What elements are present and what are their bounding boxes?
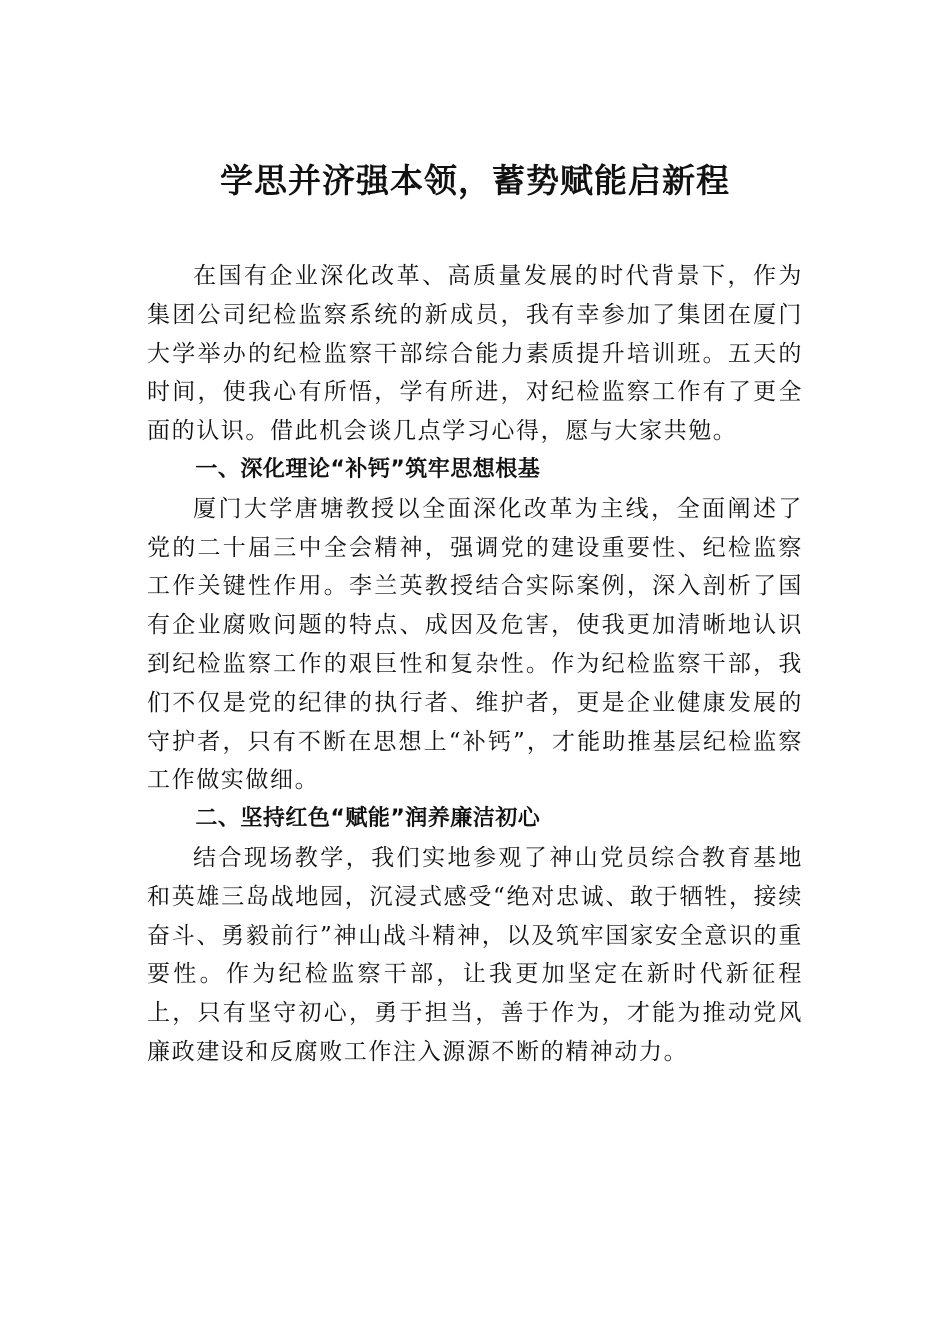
intro-paragraph: 在国有企业深化改革、高质量发展的时代背景下，作为集团公司纪检监察系统的新成员，我有幸参加了集团在厦门大学举办的纪检监察干部综合能力素质提升培训班。五天的时间，使我心有所悟，学有所进，对纪检监察工作有了更全面的认识。借此机会谈几点学习心得，愿与大家共勉。: [147, 263, 803, 445]
document-body: [147, 257, 803, 1072]
section-heading-2: 二、坚持红色“赋能”润养廉洁初心: [195, 806, 541, 832]
section-paragraph-2: 结合现场教学，我们实地参观了神山党员综合教育基地和英雄三岛战地园，沉浸式感受“绝对忠诚、敢于牺牲，接续奋斗、勇毅前行”神山战斗精神，以及筑牢国家安全意识的重要性。作为纪检监察干部，让我更加坚定在新时代新征程上，只有坚守初心，勇于担当，善于作为，才能为推动党风廉政建设和反腐败工作注入源源不断的精神动力。: [147, 844, 803, 1065]
document-title: 学思并济强本领，蓄势赋能启新程: [220, 161, 730, 200]
section-heading-1: 一、深化理论“补钙”筑牢思想根基: [195, 456, 541, 482]
section-paragraph-1: 厦门大学唐塘教授以全面深化改革为主线，全面阐述了 党的二十届三中全会精神，强调党的建设重要性、纪检监察 工作关键性作用。李兰英教授结合实际案例，深入剖析了国 有企业腐败问题的特点、成因及危害，使我更加清晰地认识 到纪检监察工作的艰巨性和复杂性。作为纪检监察干部，我 们不仅是党的纪律的执行者、维护者，更是企业健康发展的 守护者，只有不断在思想上“补钙”，才能助推基层纪检监察 工作做实做细。: [147, 495, 803, 794]
